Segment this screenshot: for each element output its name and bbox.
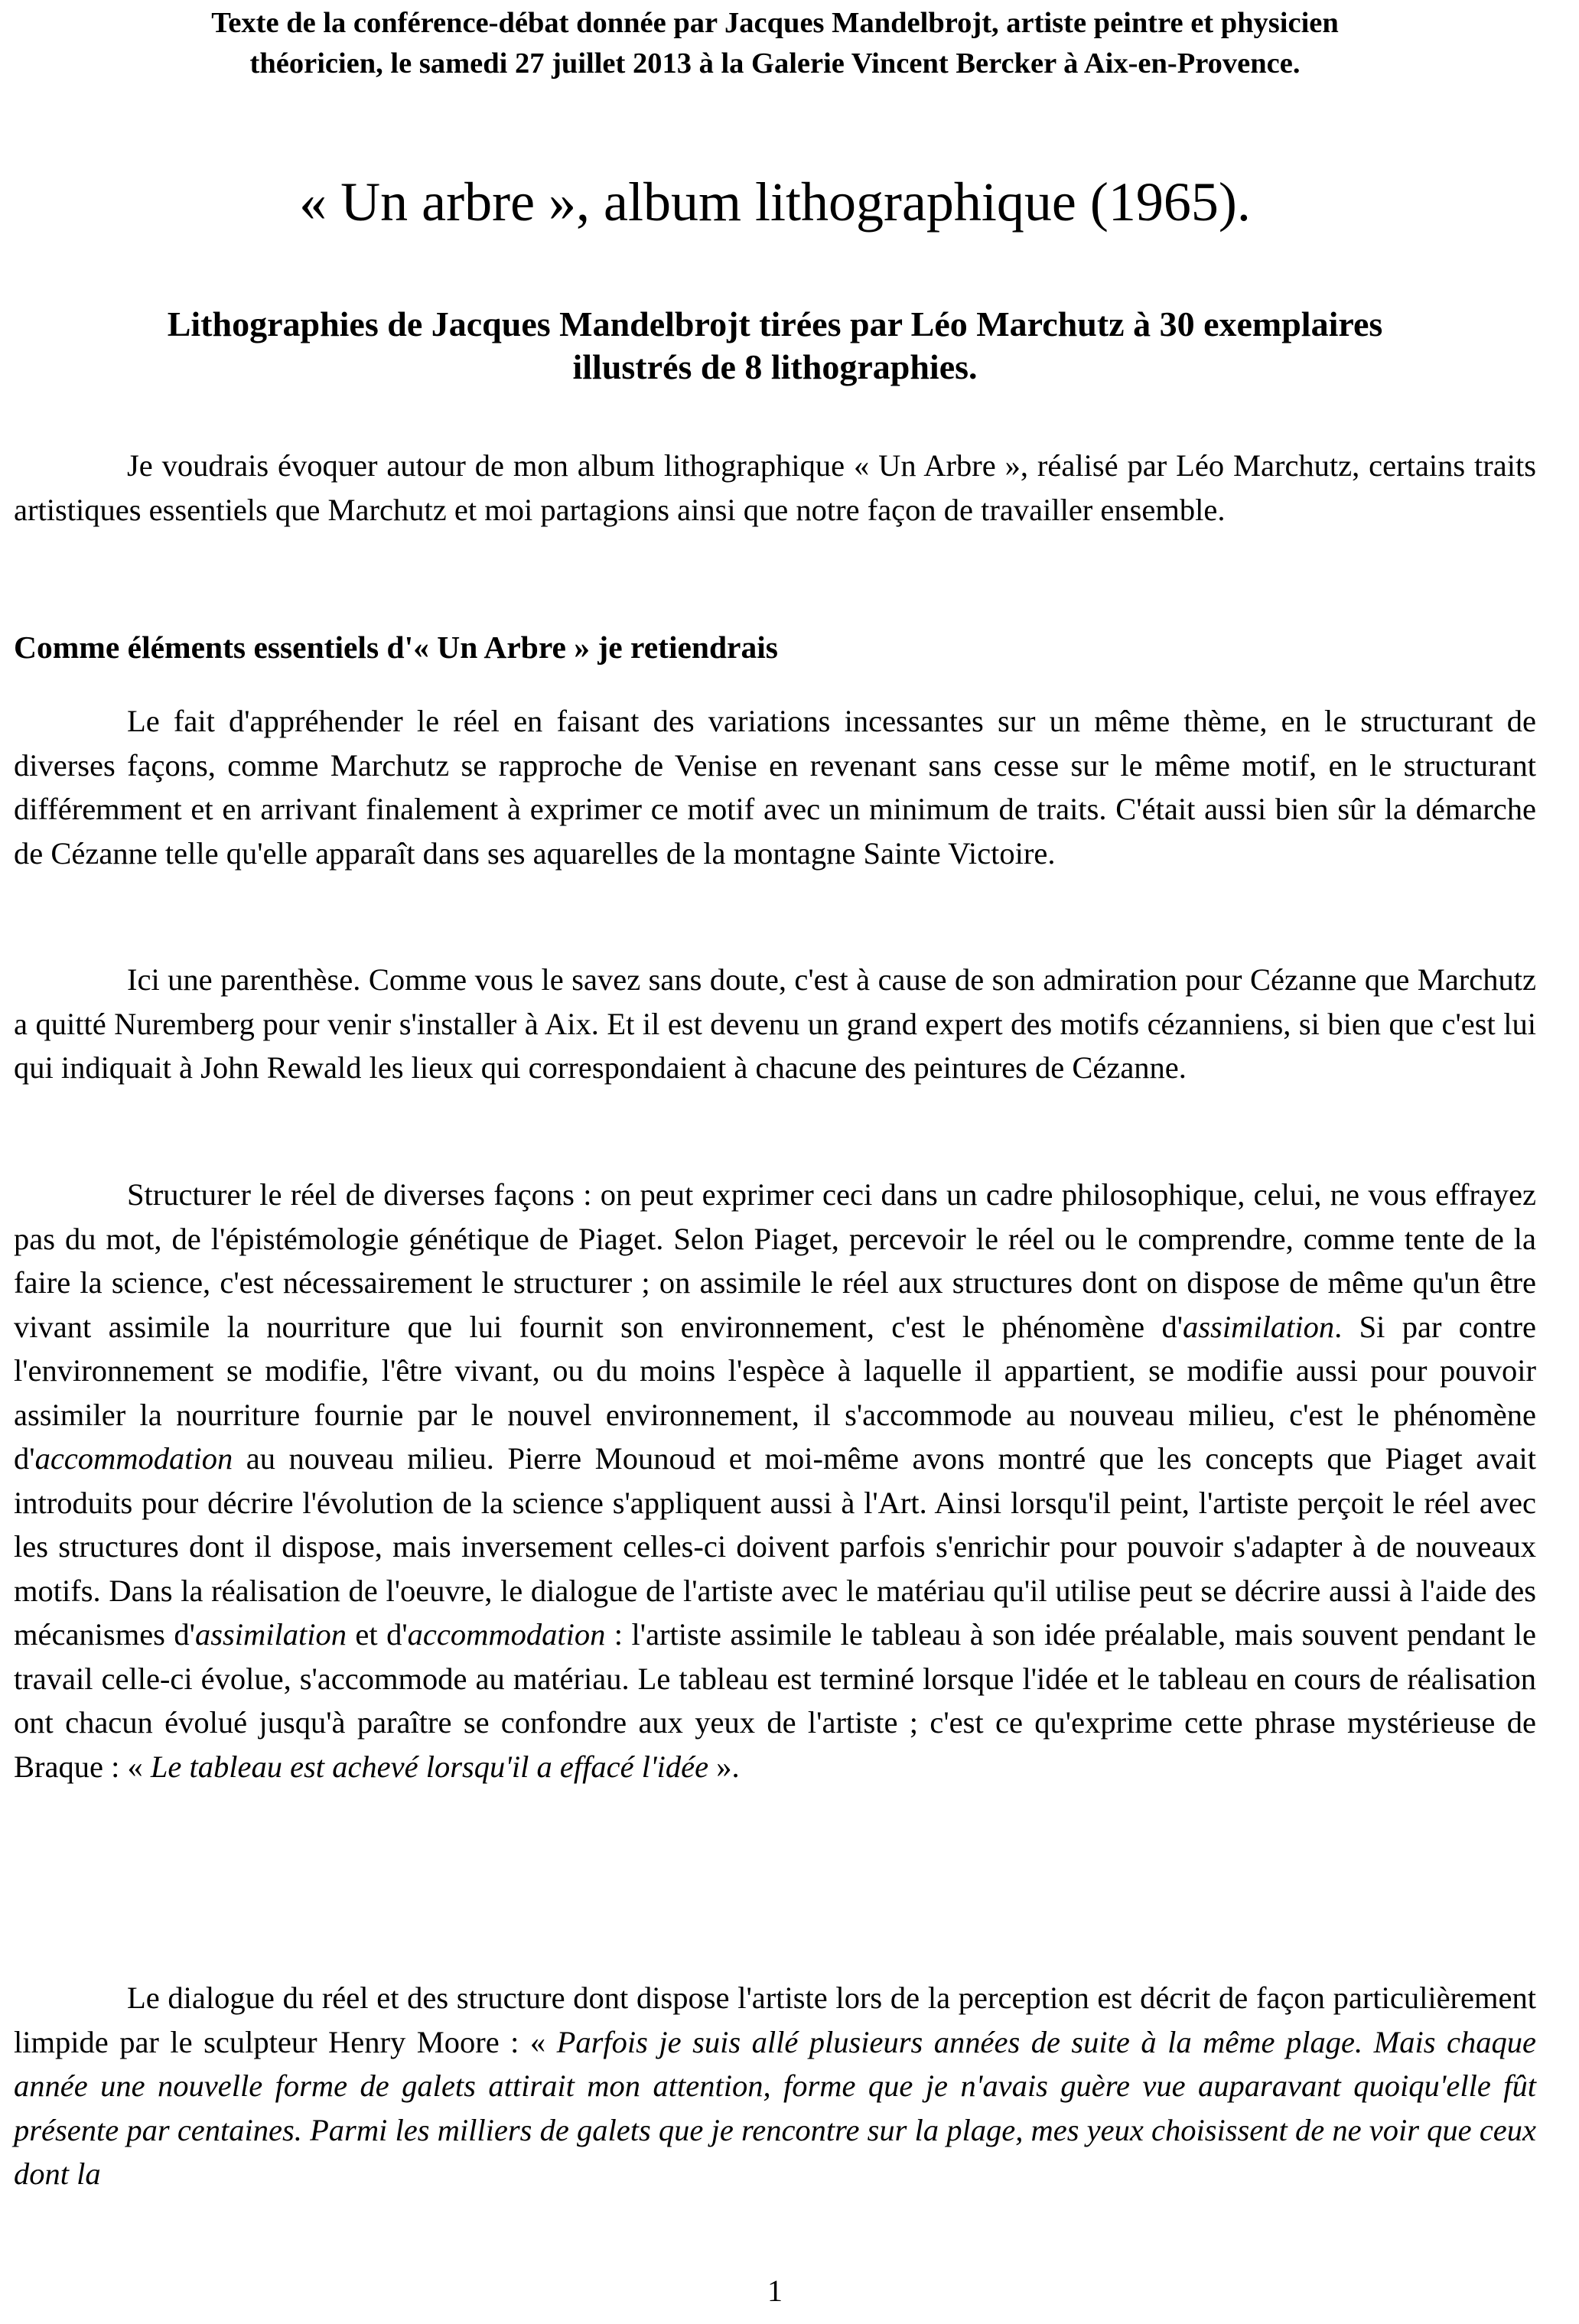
paragraph-piaget: Structurer le réel de diverses façons : on peut exprimer ceci dans un cadre philosophique, celui, ne vous effrayez pas du mot, de l'épistémologie génétique de Piaget. Selon Piaget, percevoir le réel ou le comprendre, comme tente de la faire la science, c'est nécessairement le structurer ; on assimile le réel aux structures dont on dispose de même qu'un être vivant assimile la nourriture que lui fournit son environnement, c'est le phénomène d'assimilation. Si par contre l'environnement se modifie, l'être vivant, ou du moins l'espèce à laquelle il appartient, se modifie aussi pour pouvoir assimiler la nourriture fournie par le nouvel environnement, il s'accommode au nouveau milieu, c'est le phénomène d'accommodation au nouveau milieu. Pierre Mounoud et moi-même avons montré que les concepts que Piaget avait introduits pour décrire l'évolution de la science s'appliquent aussi à l'Art. Ainsi lorsqu'il peint, l'artiste perçoit le réel avec les structures dont il dispose, mais inversement celles-ci doivent parfois s'enrichir pour pouvoir s'adapter à de nouveaux motifs. Dans la réalisation de l'oeuvre, le dialogue de l'artiste avec le matériau qu'il utilise peut se décrire aussi à l'aide des mécanismes d'assimilation et d'accommodation : l'artiste assimile le tableau à son idée préalable, mais souvent pendant le travail celle-ci évolue, s'accommode au matériau. Le tableau est terminé lorsque l'idée et le tableau en cours de réalisation ont chacun évolué jusqu'à paraître se confondre aux yeux de l'artiste ; c'est ce qu'exprime cette phrase mystérieuse de Braque : « Le tableau est achevé lorsqu'il a effacé l'idée ». xyxy=(14,1177,1536,1784)
document-subtitle xyxy=(14,303,1536,389)
subtitle-line-1: Lithographies de Jacques Mandelbrojt tirées par Léo Marchutz à 30 exemplaires xyxy=(167,304,1383,343)
document-title: « Un arbre », album lithographique (1965). xyxy=(299,171,1251,233)
section-heading: Comme éléments essentiels d'« Un Arbre » je retiendrais xyxy=(14,630,778,665)
conference-header xyxy=(14,3,1536,84)
paragraph-variations: Le fait d'appréhender le réel en faisant des variations incessantes sur un même thème, en le structurant de diverses façons, comme Marchutz se rapproche de Venise en revenant sans cesse sur le même motif, en le structurant différemment et en arrivant finalement à exprimer ce motif avec un minimum de traits. C'était aussi bien sûr la démarche de Cézanne telle qu'elle apparaît dans ses aquarelles de la montagne Sainte Victoire. xyxy=(14,704,1536,871)
term-assimilation: assimilation xyxy=(1183,1309,1335,1344)
header-line-1: Texte de la conférence-débat donnée par Jacques Mandelbrojt, artiste peintre et physicien xyxy=(211,7,1339,39)
intro-paragraph: Je voudrais évoquer autour de mon album lithographique « Un Arbre », réalisé par Léo Marchutz, certains traits artistiques essentiels que Marchutz et moi partagions ainsi que notre façon de travailler ensemble. xyxy=(14,448,1536,527)
paragraph-moore: Le dialogue du réel et des structure dont dispose l'artiste lors de la perception est décrit de façon particulièrement limpide par le sculpteur Henry Moore : « Parfois je suis allé plusieurs années de suite à la même plage. Mais chaque année une nouvelle forme de galets attirait mon attention, forme que je n'avais guère vue auparavant quoiqu'elle fût présente par centaines. Parmi les milliers de galets que je rencontre sur la plage, mes yeux choisissent de ne voir que ceux dont la xyxy=(14,1981,1536,2191)
term-accommodation: accommodation xyxy=(34,1441,233,1476)
term-assimilation: assimilation xyxy=(194,1617,347,1652)
page-number: 1 xyxy=(767,2274,783,2308)
moore-quote: Parfois je suis allé plusieurs années de suite à la même plage. Mais chaque année une nouvelle forme de galets attirait mon attention, forme que je n'avais guère vue auparavant quoiqu'elle fût présente par centaines. Parmi les milliers de galets que je rencontre sur la plage, mes yeux choisissent de ne voir que ceux dont la xyxy=(14,2024,1536,2191)
braque-quote: Le tableau est achevé lorsqu'il a effacé l'idée xyxy=(150,1749,709,1784)
subtitle-line-2: illustrés de 8 lithographies. xyxy=(572,347,978,386)
paragraph-parenthese: Ici une parenthèse. Comme vous le savez sans doute, c'est à cause de son admiration pour Cézanne que Marchutz a quitté Nuremberg pour venir s'installer à Aix. Et il est devenu un grand expert des motifs cézanniens, si bien que c'est lui qui indiquait à John Rewald les lieux qui correspondaient à chacune des peintures de Cézanne. xyxy=(14,962,1536,1085)
header-line-2: théoricien, le samedi 27 juillet 2013 à la Galerie Vincent Bercker à Aix-en-Provence. xyxy=(249,47,1301,80)
term-accommodation: accommodation xyxy=(407,1617,606,1652)
